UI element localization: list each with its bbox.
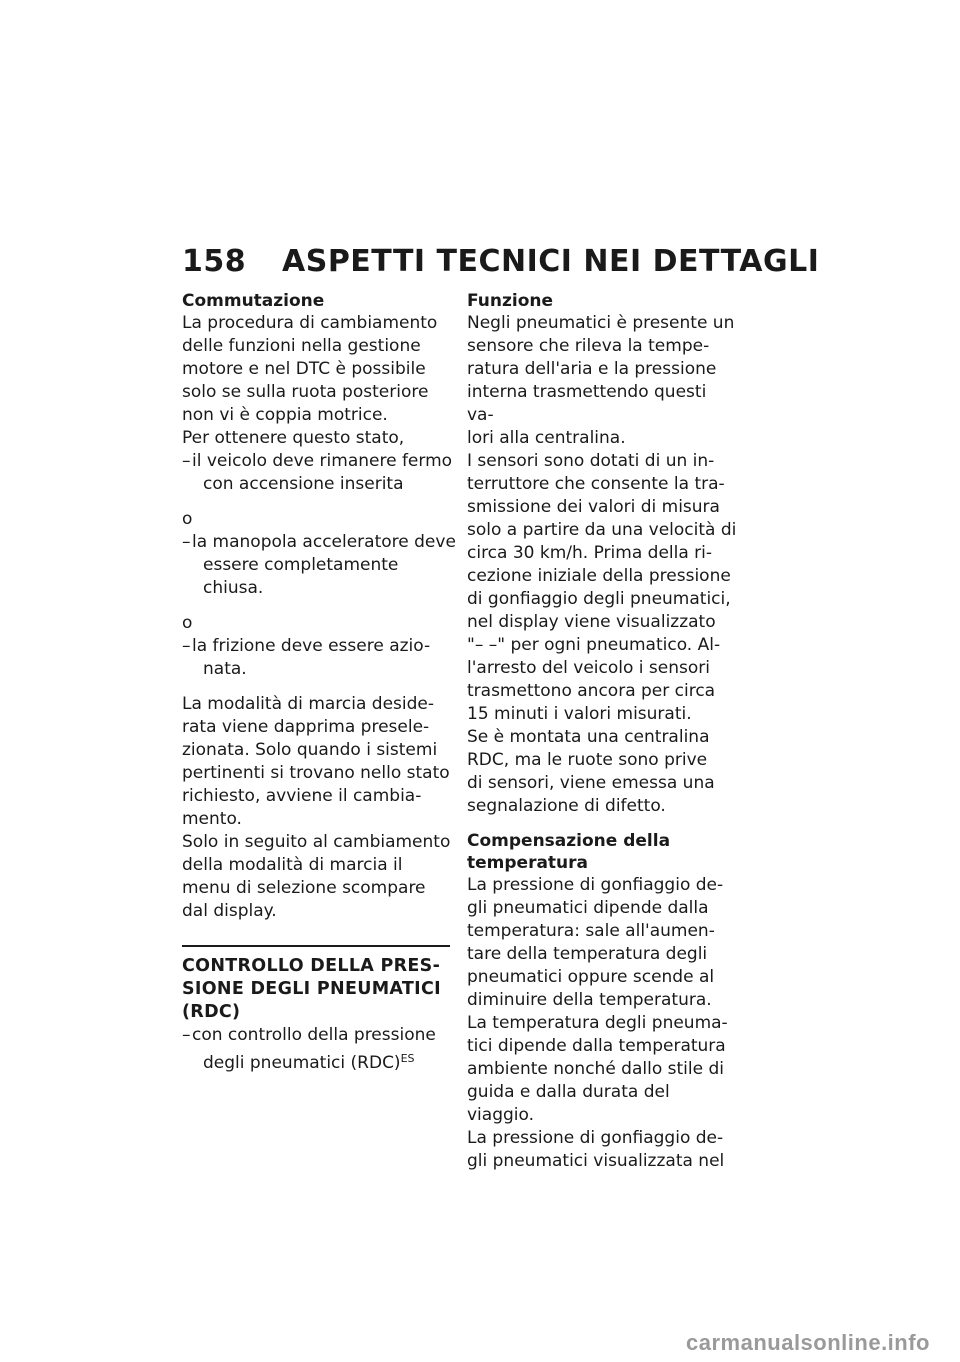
paragraph-condition-intro: Per ottenere questo stato, — [182, 428, 405, 448]
heading-compensazione: Compensazione della temperatura — [467, 831, 671, 873]
page-number: 158 — [182, 244, 247, 279]
watermark: carmanualsonline.info — [686, 1330, 930, 1355]
paragraph-displayed-pressure: La pressione di gonfiaggio de- gli pneumatici visualizzata nel — [467, 1128, 725, 1171]
section-divider — [182, 945, 450, 947]
paragraph-fault: Se è montata una centralina RDC, ma le ruote sono prive di sensori, viene emessa una segnalazione di difetto. — [467, 727, 715, 816]
list-item: – il veicolo deve rimanere fermo con accensione inserita — [182, 451, 453, 494]
paragraph-pressure-temperature: La pressione di gonfiaggio de- gli pneumatici dipende dalla temperatura: sale all'aumen- tare della temperatura degli pneumatici oppure scende al diminuire della temperatura. — [467, 875, 724, 1010]
paragraph-mode-selection: La modalità di marcia deside- rata viene dapprima presele- zionata. Solo quando i sistemi pertinenti si trovano nello stato richiesto, avviene il cambia- mento. — [182, 694, 450, 829]
list-item: – la frizione deve essere azio- nata. — [182, 636, 431, 679]
conjunction-or: o — [182, 509, 193, 529]
paragraph-sensor: Negli pneumatici è presente un sensore che rileva la tempe- ratura dell'aria e la pressione interna trasmettendo questi va- lori alla centralina. — [467, 313, 735, 448]
right-column — [467, 290, 737, 1173]
paragraph-commutazione: La procedura di cambiamento delle funzioni nella gestione motore e nel DTC è possibile solo se sulla ruota posteriore non vi è coppia motrice. — [182, 313, 438, 425]
paragraph-sensor-switch: I sensori sono dotati di un in- terruttore che consente la tra- smissione dei valori di misura solo a partire da una velocità di circa 30 km/h. Prima della ri- cezione iniziale della pressione di gonfiaggio degli pneumatici, nel display viene visualizzato "– –" per ogni pneumatico. Al- l'arresto del veicolo i sensori trasmettono ancora per circa 15 minuti i valori misurati. — [467, 451, 737, 724]
list-item: – la manopola acceleratore deve essere completamente chiusa. — [182, 532, 456, 598]
heading-commutazione: Commutazione — [182, 291, 325, 311]
conjunction-or: o — [182, 613, 193, 633]
option-superscript: ES — [400, 1052, 415, 1065]
paragraph-menu-disappears: Solo in seguito al cambiamento della modalità di marcia il menu di selezione scompare dal display. — [182, 832, 451, 921]
section-heading-rdc: CONTROLLO DELLA PRES- SIONE DEGLI PNEUMATICI (RDC) — [182, 956, 441, 1022]
paragraph-tire-temperature: La temperatura degli pneuma- tici dipende dalla temperatura ambiente nonché dallo stile di guida e dalla durata del viaggio. — [467, 1013, 728, 1125]
chapter-title: ASPETTI TECNICI NEI DETTAGLI — [282, 244, 820, 279]
heading-funzione: Funzione — [467, 291, 554, 311]
left-column — [182, 290, 457, 1075]
page-header — [182, 244, 819, 279]
list-item: – con controllo della pressione degli pneumatici (RDC)$^{ES}$ — [182, 1025, 436, 1073]
